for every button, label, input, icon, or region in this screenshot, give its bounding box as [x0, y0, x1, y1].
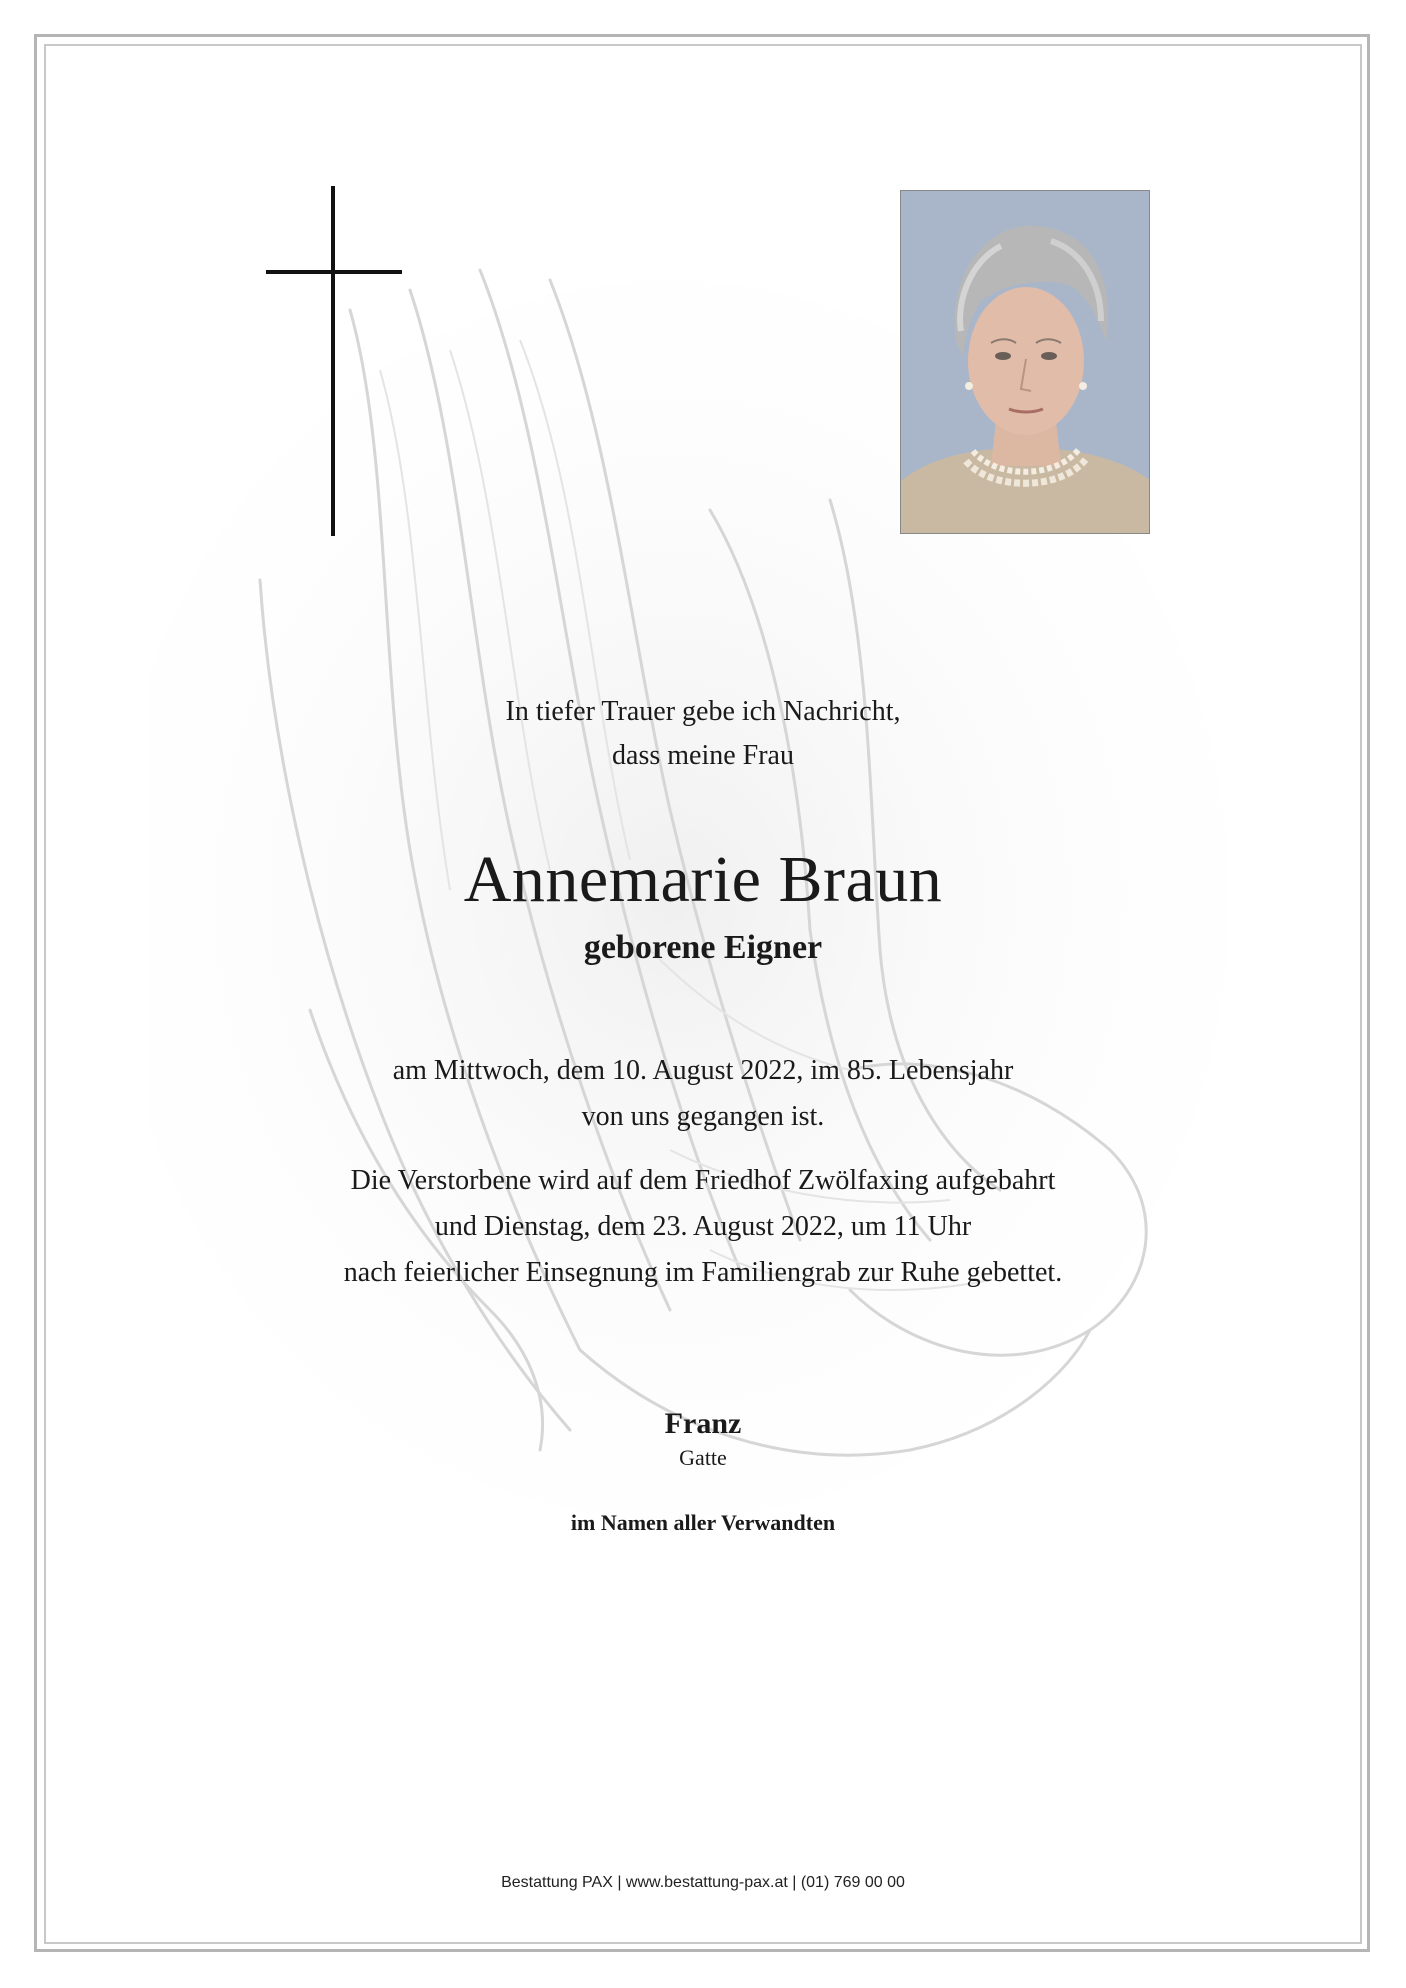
signatory-name: Franz [664, 1407, 742, 1440]
intro-line-1: In tiefer Trauer gebe ich Nachricht, [505, 696, 901, 727]
burial-line-1: Die Verstorbene wird auf dem Friedhof Zwölfaxing aufgebahrt [350, 1165, 1056, 1196]
death-line-1: am Mittwoch, dem 10. August 2022, im 85. Lebensjahr [392, 1055, 1014, 1086]
burial-line-2: und Dienstag, dem 23. August 2022, um 11 Uhr [434, 1211, 972, 1242]
on-behalf-text: im Namen aller Verwandten [570, 1510, 836, 1535]
cross-icon [266, 186, 402, 536]
intro-text [0, 690, 1406, 778]
signatory-relation: Gatte [679, 1445, 727, 1470]
burial-line-3: nach feierlicher Einsegnung im Familiengrab zur Ruhe gebettet. [343, 1257, 1063, 1288]
burial-notice [0, 1158, 1406, 1296]
portrait-photo [900, 190, 1150, 534]
footer-text: Bestattung PAX | www.bestattung-pax.at | (01) 769 00 00 [501, 1874, 905, 1891]
death-line-2: von uns gegangen ist. [581, 1101, 825, 1132]
intro-line-2: dass meine Frau [612, 740, 794, 771]
maiden-name: geborene Eigner [583, 929, 823, 966]
deceased-name: Annemarie Braun [463, 843, 943, 916]
death-notice [0, 1048, 1406, 1140]
